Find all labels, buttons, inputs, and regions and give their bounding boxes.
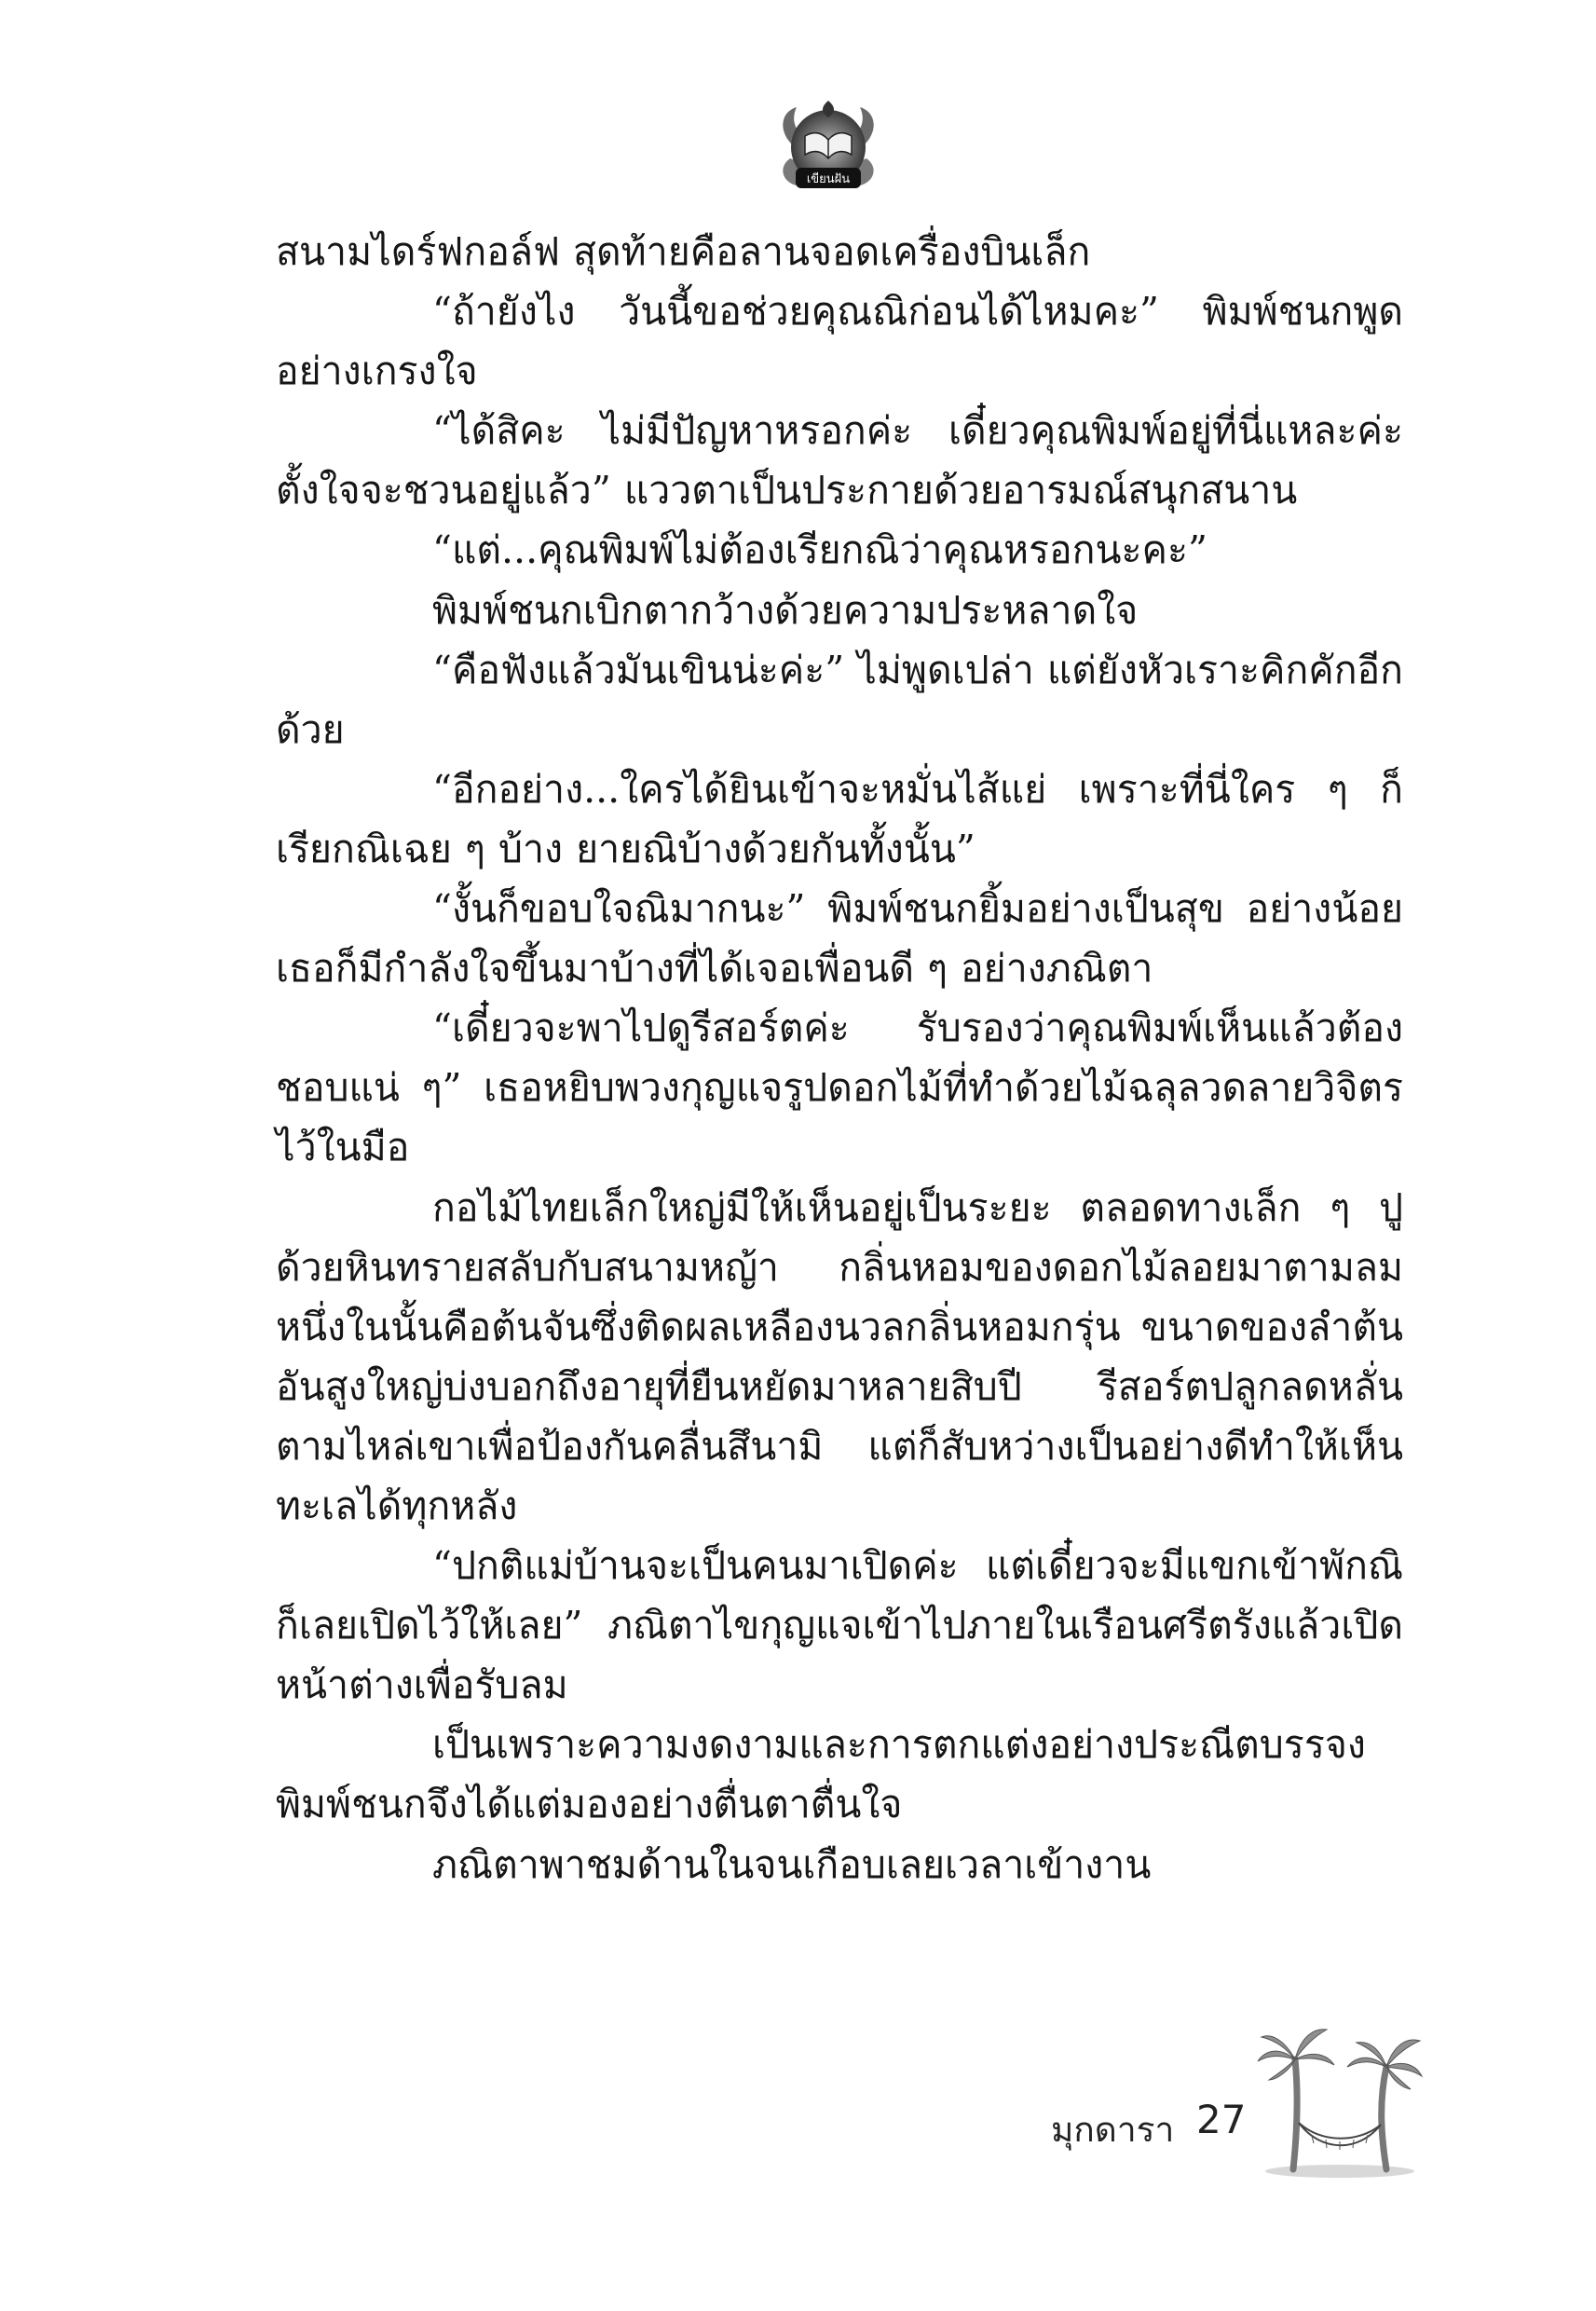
paragraph: “อีกอย่าง...ใครได้ยินเข้าจะหมั่นไส้แย่ เพราะที่นี่ใคร ๆ ก็เรียกณิเฉย ๆ บ้าง ยายณิบ้างด้วยกันทั้งนั้น” (276, 766, 1403, 871)
paragraph: “งั้นก็ขอบใจณิมากนะ” พิมพ์ชนกยิ้มอย่างเป็นสุข อย่างน้อยเธอก็มีกำลังใจขึ้นมาบ้างที่ได้เจอเพื่อนดี ๆ อย่างภณิตา (276, 886, 1403, 991)
paragraph: “เดี๋ยวจะพาไปดูรีสอร์ตค่ะ รับรองว่าคุณพิมพ์เห็นแล้วต้องชอบแน่ ๆ” เธอหยิบพวงกุญแจรูปดอกไม้ที่ทำด้วยไม้ฉลุลวดลายวิจิตรไว้ในมือ (276, 1005, 1403, 1170)
palm-hammock-icon (1256, 2013, 1424, 2179)
paragraph: สนามไดร์ฟกอล์ฟ สุดท้ายคือลานจอดเครื่องบินเล็ก (276, 229, 1091, 274)
page-number: 27 (1196, 2097, 1247, 2142)
paragraph: “แต่...คุณพิมพ์ไม่ต้องเรียกณิว่าคุณหรอกนะคะ” (432, 527, 1207, 573)
paragraph: “ถ้ายังไง วันนี้ขอช่วยคุณณิก่อนได้ไหมคะ” พิมพ์ชนกพูดอย่างเกรงใจ (276, 289, 1403, 394)
paragraph: กอไม้ไทยเล็กใหญ่มีให้เห็นอยู่เป็นระยะ ตลอดทางเล็ก ๆ ปูด้วยหินทรายสลับกับสนามหญ้า กลิ่นหอมของดอกไม้ลอยมาตามลม หนึ่งในนั้นคือต้นจันซึ่งติดผลเหลืองนวลกลิ่นหอมกรุ่น ขนาดของลำต้นอันสูงใหญ่บ่งบอกถึงอายุที่ยืนหยัดมาหลายสิบปี รีสอร์ตปลูกลดหลั่นตามไหล่เขาเพื่อป้องกันคลื่นสึนามิ แต่ก็สับหว่างเป็นอย่างดีทำให้เห็นทะเลได้ทุกหลัง (276, 1184, 1403, 1528)
palm-decoration (1256, 2013, 1424, 2179)
paragraph: พิมพ์ชนกเบิกตากว้างด้วยความประหลาดใจ (432, 587, 1139, 633)
header-ornament (773, 93, 883, 196)
paragraph: เป็นเพราะความงดงามและการตกแต่งอย่างประณีตบรรจงพิมพ์ชนกจึงได้แต่มองอย่างตื่นตาตื่นใจ (276, 1722, 1366, 1827)
logo-text: เขียนฝัน (806, 172, 851, 186)
paragraph: ภณิตาพาชมด้านในจนเกือบเลยเวลาเข้างาน (432, 1841, 1152, 1887)
paragraph: “ปกติแม่บ้านจะเป็นคนมาเปิดค่ะ แต่เดี๋ยวจะมีแขกเข้าพักณิก็เลยเปิดไว้ให้เลย” ภณิตาไขกุญแจเข้าไปภายในเรือนศรีตรังแล้วเปิดหน้าต่างเพื่อรับลม (276, 1543, 1403, 1708)
paragraph: “คือฟังแล้วมันเขินน่ะค่ะ” ไม่พูดเปล่า แต่ยังหัวเราะคิกคักอีกด้วย (276, 647, 1403, 752)
paragraph: “ได้สิคะ ไม่มีปัญหาหรอกค่ะ เดี๋ยวคุณพิมพ์อยู่ที่นี่แหละค่ะ ตั้งใจจะชวนอยู่แล้ว” แววตาเป็นประกายด้วยอารมณ์สนุกสนาน (276, 408, 1403, 513)
footer-book-title: มุกดารา (1051, 2110, 1175, 2150)
book-emblem-icon (773, 93, 883, 196)
body-text (276, 222, 1403, 1894)
